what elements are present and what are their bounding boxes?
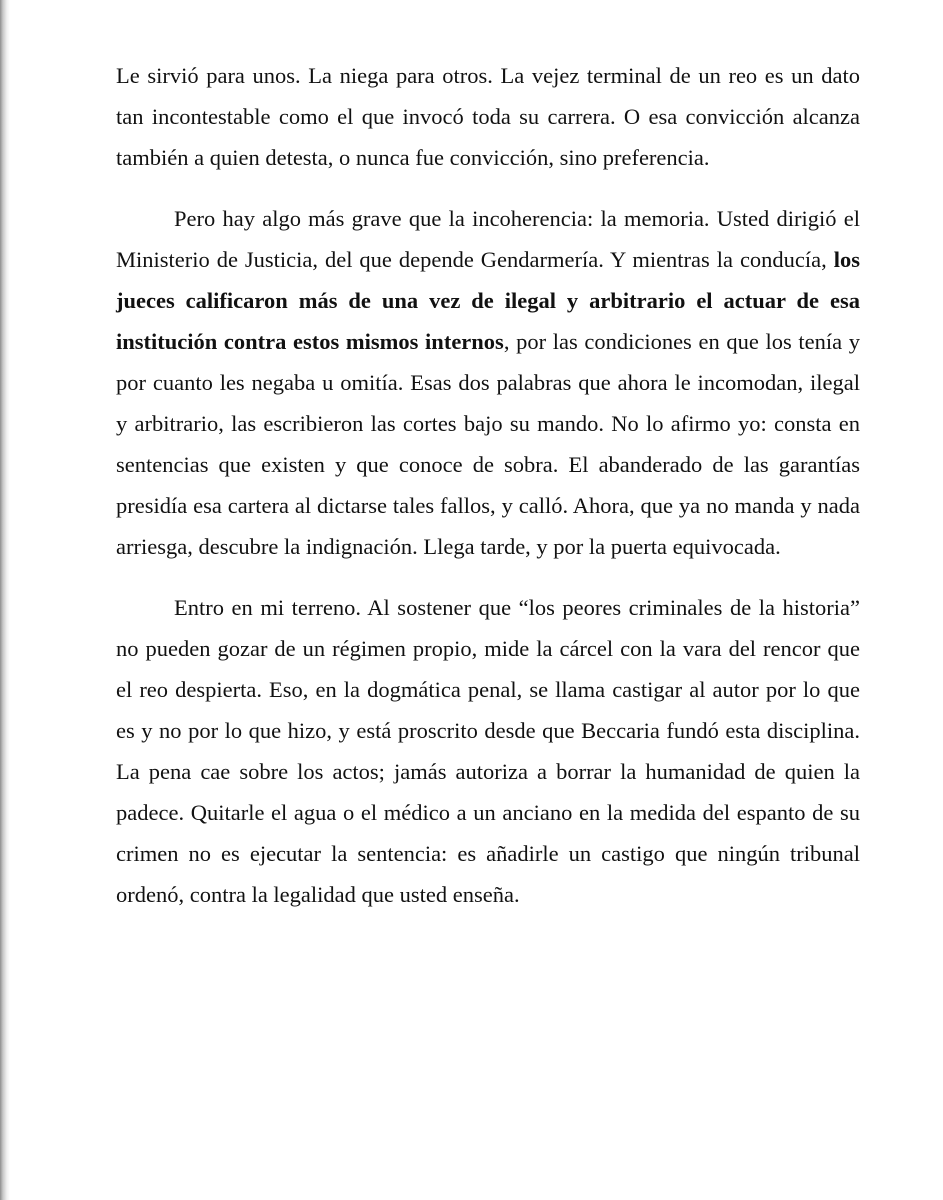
paragraph-1 [116, 55, 860, 178]
paragraph-2-bold-text: los jueces calificaron más de una vez de ilegal y arbitrario el actuar de esa institución contra estos mismos internos [116, 247, 860, 354]
paragraph-2-text-start: Pero hay algo más grave que la incoherencia: la memoria. Usted dirigió el Ministerio de Justicia, del que depende Gendarmería. Y mientras la conducía, [116, 206, 860, 272]
paragraph-2 [116, 198, 860, 567]
paragraph-3 [116, 587, 860, 915]
paragraph-1-text: Le sirvió para unos. La niega para otros. La vejez terminal de un reo es un dato tan incontestable como el que invocó toda su carrera. O esa convicción alcanza también a quien detesta, o nunca fue convicción, sino preferencia. [116, 63, 860, 170]
page-edge-shadow [0, 0, 10, 1200]
paragraph-2-text-end: , por las condiciones en que los tenía y por cuanto les negaba u omitía. Esas dos palabras que ahora le incomodan, ilegal y arbitrario, las escribieron las cortes bajo su mando. No lo afirmo yo: consta en sentencias que existen y que conoce de sobra. El abanderado de las garantías presidía esa cartera al dictarse tales fallos, y calló. Ahora, que ya no manda y nada arriesga, descubre la indignación. Llega tarde, y por la puerta equivocada. [116, 329, 860, 559]
document-page [116, 55, 860, 935]
paragraph-3-text: Entro en mi terreno. Al sostener que “los peores criminales de la historia” no pueden gozar de un régimen propio, mide la cárcel con la vara del rencor que el reo despierta. Eso, en la dogmática penal, se llama castigar al autor por lo que es y no por lo que hizo, y está proscrito desde que Beccaria fundó esta disciplina. La pena cae sobre los actos; jamás autoriza a borrar la humanidad de quien la padece. Quitarle el agua o el médico a un anciano en la medida del espanto de su crimen no es ejecutar la sentencia: es añadirle un castigo que ningún tribunal ordenó, contra la legalidad que usted enseña. [116, 595, 860, 907]
